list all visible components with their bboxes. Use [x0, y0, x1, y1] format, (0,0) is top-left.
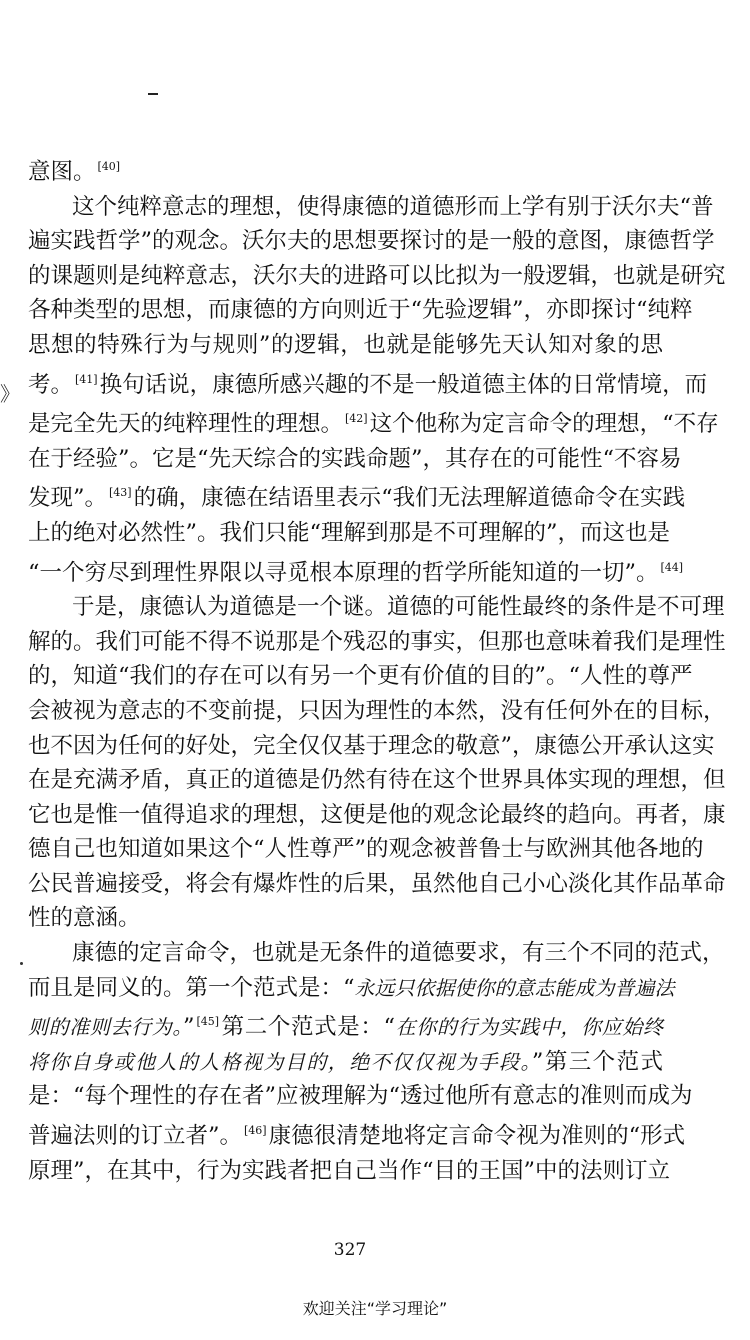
quoted-formula: 则的准则去行为。: [28, 1015, 183, 1040]
text-line: 的课题则是纯粹意志，沃尔夫的进路可以比拟为一般逻辑，也就是研究: [28, 262, 726, 289]
text-line: 于是，康德认为道德是一个谜。道德的可能性最终的条件是不可理: [72, 594, 725, 621]
text-line: 是：“每个理性的存在者”应被理解为“透过他所有意志的准则而成为: [28, 1083, 693, 1110]
text-line: 性的意涵。: [28, 905, 141, 932]
body-text: [28, 150, 726, 1188]
scan-dot-mark: [20, 962, 23, 965]
text-line: 将你自身或他人的人格视为目的，绝不仅仅视为手段。”第三个范式: [28, 1048, 663, 1075]
footnote-ref: [41]: [75, 372, 98, 386]
footer-watermark: 欢迎关注“学习理论”: [302, 1299, 448, 1318]
text-line: 普遍法则的订立者”。 [46]康德很清楚地将定言命令视为准则的“形式: [28, 1123, 686, 1150]
text-line: 德自己也知道如果这个“人性尊严”的观念被普鲁士与欧洲其他各地的: [28, 836, 704, 863]
footnote-ref: [45]: [196, 1015, 220, 1029]
text-line: 这个纯粹意志的理想，使得康德的道德形而上学有别于沃尔夫“普: [72, 193, 714, 220]
text-line: 在于经验”。它是“先天综合的实践命题”，其存在的可能性“不容易: [28, 445, 682, 472]
quoted-formula: 在你的行为实践中，你应始终: [394, 1015, 663, 1040]
text-line: 思想的特殊行为与规则”的逻辑，也就是能够先天认知对象的思: [28, 331, 663, 358]
text-line: 会被视为意志的不变前提，只因为理性的本然，没有任何外在的目标，: [28, 697, 726, 724]
footnote-ref: [43]: [109, 486, 132, 500]
footnote-ref: [40]: [97, 160, 121, 173]
text-line: 解的。我们可能不得不说那是个残忍的事实，但那也意味着我们是理性: [28, 628, 726, 655]
page-number: 327: [333, 1240, 367, 1260]
text-line: 考。 [41]换句话说，康德所感兴趣的不是一般道德主体的日常情境，而: [28, 371, 708, 398]
text-line: 公民普遍接受，将会有爆炸性的后果，虽然他自己小心淡化其作品革命: [28, 870, 726, 897]
text-line: 原理”，在其中，行为实践者把自己当作“目的王国”中的法则订立: [28, 1157, 671, 1184]
footnote-ref: [42]: [345, 412, 368, 426]
quoted-formula: 将你自身或他人的人格视为目的，绝不仅仅视为手段。: [28, 1049, 532, 1074]
text-line: 上的绝对必然性”。我们只能“理解到那是不可理解的”，而这也是: [28, 519, 671, 546]
text-line: 遍实践哲学”的观念。沃尔夫的思想要探讨的是一般的意图，康德哲学: [28, 228, 715, 255]
scan-dash-mark: [148, 93, 158, 95]
text-line: 康德的定言命令，也就是无条件的道德要求，有三个不同的范式，: [72, 940, 725, 967]
quoted-formula: 永远只依据使你的意志能成为普遍法: [354, 975, 675, 1000]
footnote-ref: [44]: [660, 560, 684, 574]
text-line: 也不因为任何的好处，完全仅仅基于理念的敬意”，康德公开承认这实: [28, 732, 715, 759]
text-line: 在是充满矛盾，真正的道德是仍然有待在这个世界具体实现的理想，但: [28, 767, 726, 794]
text-line: 发现”。 [43]的确，康德在结语里表示“我们无法理解道德命令在实践: [28, 485, 686, 512]
text-line: 则的准则去行为。” [45]第二个范式是：“在你的行为实践中，你应始终: [28, 1014, 663, 1041]
text-line: 它也是惟一值得追求的理想，这便是他的观念论最终的趋向。再者，康: [28, 801, 726, 828]
text-line: 各种类型的思想，而康德的方向则近于“先验逻辑”，亦即探讨“纯粹: [28, 297, 693, 324]
text-line: 的，知道“我们的存在可以有另一个更有价值的目的”。“人性的尊严: [28, 663, 693, 690]
text-line: 而且是同义的。第一个范式是：“永远只依据使你的意志能成为普遍法: [28, 974, 675, 1001]
text-line: 是完全先天的纯粹理性的理想。 [42]这个他称为定言命令的理想，“不存: [28, 411, 719, 438]
text-line: 意图。 [40]: [28, 159, 121, 185]
margin-bracket-mark: 》: [0, 382, 20, 406]
text-line: “一个穷尽到理性界限以寻觅根本原理的哲学所能知道的一切”。 [44]: [28, 559, 684, 586]
footnote-ref: [46]: [244, 1124, 267, 1138]
